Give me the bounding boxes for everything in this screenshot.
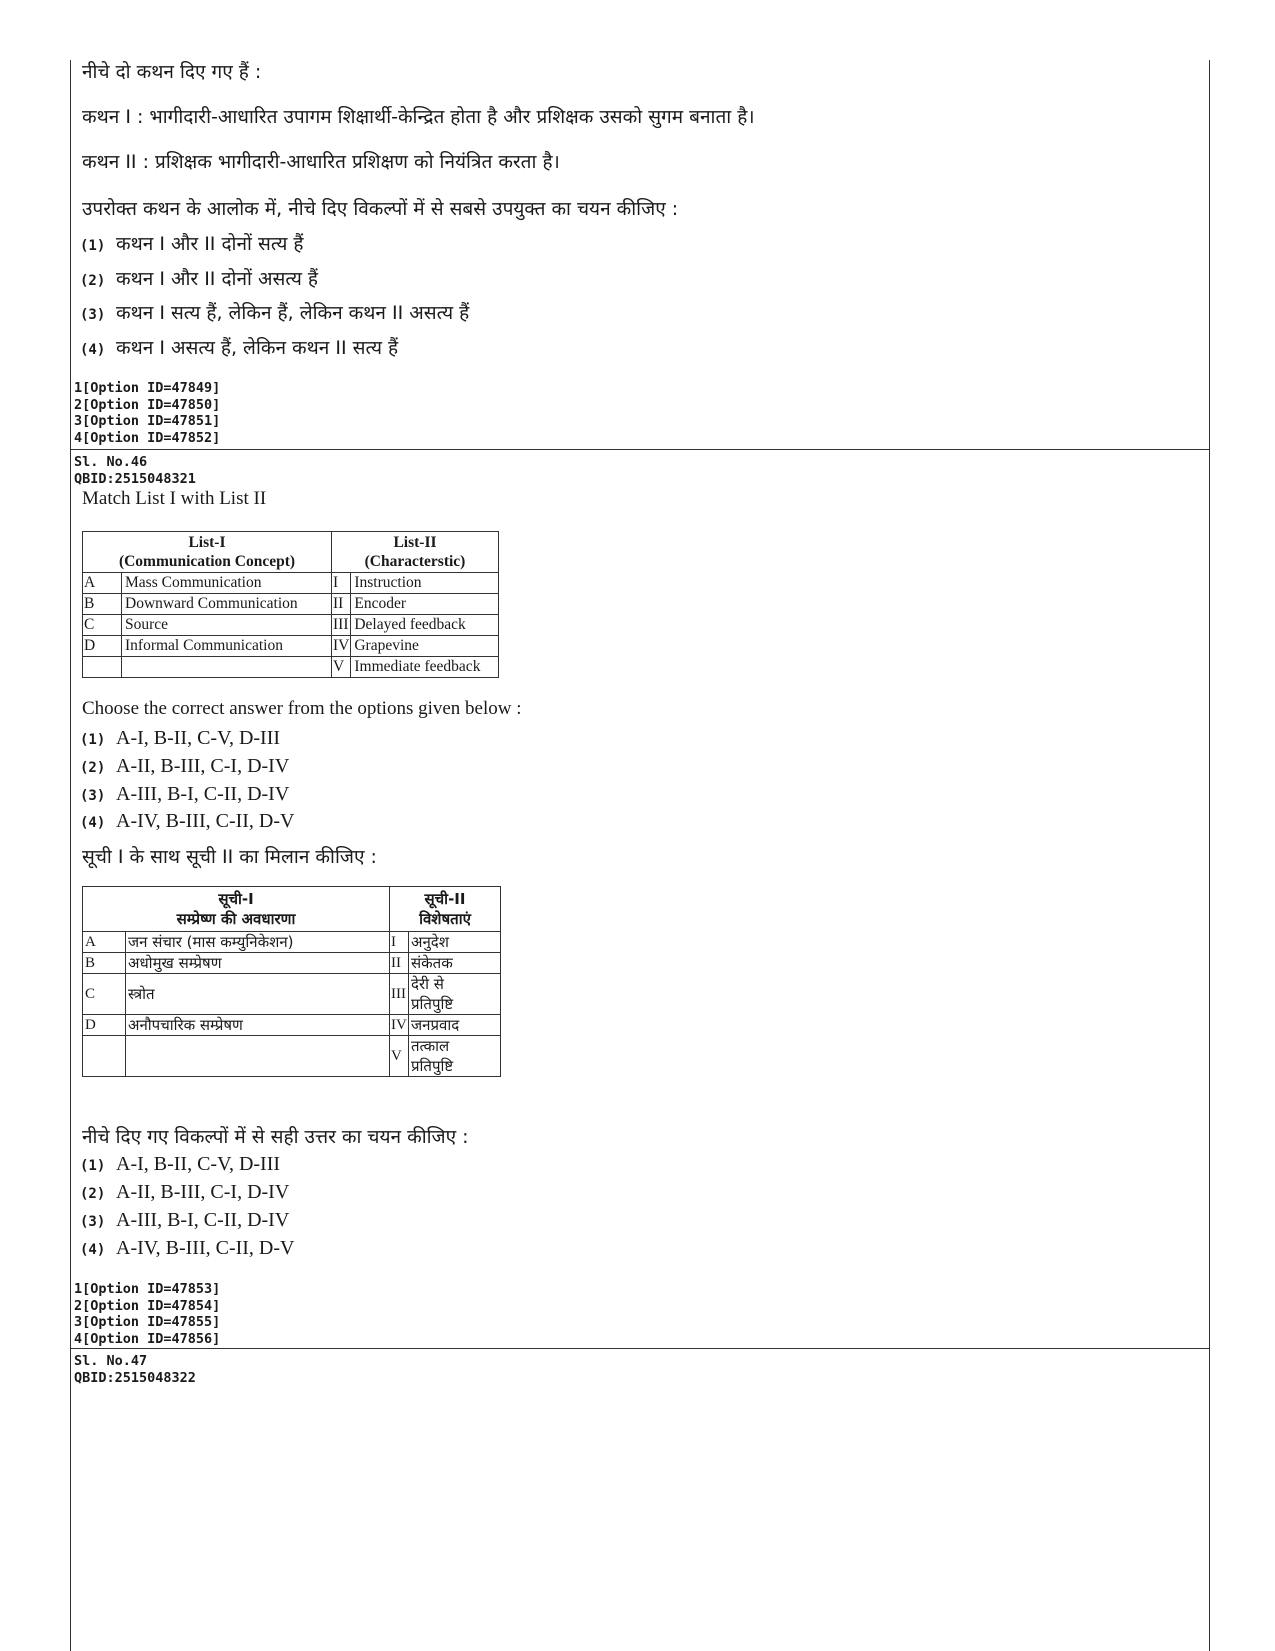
table-row bbox=[83, 1036, 501, 1077]
concept-cell: Downward Communication bbox=[122, 594, 332, 615]
option-id: 2[Option ID=47850] bbox=[74, 396, 221, 413]
list-1-header-hi bbox=[83, 887, 390, 932]
list-1-subtitle: (Communication Concept) bbox=[118, 553, 296, 570]
roman-cell: V bbox=[390, 1036, 409, 1077]
q46-option-hi-2[interactable] bbox=[80, 1181, 289, 1204]
row-code: A bbox=[83, 932, 126, 953]
q46-option-en-1[interactable] bbox=[80, 727, 280, 750]
option-number: (4) bbox=[80, 1242, 106, 1258]
characteristic-cell: Grapevine bbox=[351, 636, 499, 657]
row-code: B bbox=[83, 594, 122, 615]
option-text: कथन I असत्य हैं, लेकिन कथन II सत्य हैं bbox=[116, 337, 399, 359]
option-number: (4) bbox=[80, 342, 106, 358]
option-text: A-II, B-III, C-I, D-IV bbox=[116, 1181, 290, 1203]
q46-choose-en: Choose the correct answer from the options given below : bbox=[82, 698, 522, 719]
question-divider bbox=[70, 449, 1210, 450]
q46-header bbox=[74, 454, 196, 487]
characteristic-text: संकेतक bbox=[411, 954, 453, 972]
list-2-title-hi: सूची-II bbox=[424, 890, 466, 908]
concept-cell: Source bbox=[122, 615, 332, 636]
concept-cell bbox=[122, 657, 332, 678]
q45-option-ids bbox=[74, 380, 220, 446]
concept-cell: अनौपचारिक सम्प्रेषण bbox=[126, 1015, 390, 1036]
option-id: 4[Option ID=47856] bbox=[74, 1330, 221, 1347]
concept-cell: अधोमुख सम्प्रेषण bbox=[126, 953, 390, 974]
table-row bbox=[83, 953, 501, 974]
option-text: A-I, B-II, C-V, D-III bbox=[116, 1153, 281, 1175]
q46-match-table-hi bbox=[82, 886, 501, 1077]
option-text: कथन I और II दोनों असत्य हैं bbox=[116, 268, 318, 290]
option-number: (3) bbox=[80, 1214, 106, 1230]
option-text: A-I, B-II, C-V, D-III bbox=[116, 727, 281, 749]
concept-cell: स्त्रोत bbox=[126, 974, 390, 1015]
option-id: 3[Option ID=47851] bbox=[74, 413, 221, 429]
concept-cell: Mass Communication bbox=[122, 573, 332, 594]
list-1-title: List-I bbox=[188, 534, 226, 551]
table-row bbox=[83, 974, 501, 1015]
characteristic-cell bbox=[409, 953, 501, 974]
option-text: A-II, B-III, C-I, D-IV bbox=[116, 755, 290, 777]
table-row bbox=[83, 573, 499, 594]
table-row bbox=[83, 636, 499, 657]
characteristic-text: अनुदेश bbox=[411, 933, 449, 951]
roman-cell: V bbox=[332, 657, 351, 678]
q45-option-1[interactable] bbox=[80, 230, 303, 256]
option-number: (1) bbox=[80, 1158, 106, 1174]
serial-number: Sl. No.47 bbox=[74, 1353, 148, 1369]
question-divider bbox=[70, 1348, 1210, 1349]
option-number: (1) bbox=[80, 238, 106, 254]
concept-cell: जन संचार (मास कम्युनिकेशन) bbox=[126, 932, 390, 953]
roman-cell: IV bbox=[390, 1015, 409, 1036]
characteristic-cell: Instruction bbox=[351, 573, 499, 594]
concept-cell: Informal Communication bbox=[122, 636, 332, 657]
q46-option-en-2[interactable] bbox=[80, 755, 289, 778]
characteristic-cell bbox=[409, 1036, 501, 1077]
q45-statement-2: कथन II : प्रशिक्षक भागीदारी-आधारित प्रशिक्षण को नियंत्रित करता है। bbox=[82, 151, 560, 173]
characteristic-text: जनप्रवाद bbox=[411, 1016, 460, 1034]
option-id: 4[Option ID=47852] bbox=[74, 429, 221, 446]
row-code: D bbox=[83, 1015, 126, 1036]
option-text: A-III, B-I, C-II, D-IV bbox=[116, 783, 290, 805]
characteristic-cell bbox=[409, 932, 501, 953]
list-2-title: List-II bbox=[393, 534, 437, 551]
characteristic-cell bbox=[409, 1015, 501, 1036]
option-text: कथन I सत्य हैं, लेकिन हैं, लेकिन कथन II असत्य हैं bbox=[116, 302, 470, 324]
option-id: 3[Option ID=47855] bbox=[74, 1314, 221, 1330]
q45-intro: नीचे दो कथन दिए गए हैं : bbox=[82, 61, 262, 83]
option-number: (3) bbox=[80, 788, 106, 804]
table-row bbox=[83, 615, 499, 636]
row-code: D bbox=[83, 636, 122, 657]
q46-match-table-en bbox=[82, 531, 499, 678]
characteristic-cell: Encoder bbox=[351, 594, 499, 615]
q46-choose-hi: नीचे दिए गए विकल्पों में से सही उत्तर का चयन कीजिए : bbox=[82, 1126, 469, 1148]
list-1-subtitle-hi: सम्प्रेष्ण की अवधारणा bbox=[176, 910, 296, 928]
roman-cell: II bbox=[332, 594, 351, 615]
concept-cell bbox=[126, 1036, 390, 1077]
characteristic-cell: Delayed feedback bbox=[351, 615, 499, 636]
list-2-subtitle: (Characterstic) bbox=[364, 553, 466, 570]
option-number: (1) bbox=[80, 732, 106, 748]
roman-cell: III bbox=[332, 615, 351, 636]
q46-prompt-en: Match List I with List II bbox=[82, 488, 267, 509]
list-1-title-hi: सूची-I bbox=[218, 890, 254, 908]
q45-instruction: उपरोक्त कथन के आलोक में, नीचे दिए विकल्पों में से सबसे उपयुक्त का चयन कीजिए : bbox=[82, 198, 679, 220]
table-row bbox=[83, 1015, 501, 1036]
option-number: (2) bbox=[80, 273, 106, 289]
q46-option-hi-1[interactable] bbox=[80, 1153, 280, 1176]
characteristic-text: तत्काल bbox=[411, 1037, 450, 1055]
row-code: B bbox=[83, 953, 126, 974]
option-number: (4) bbox=[80, 815, 106, 831]
option-id: 2[Option ID=47854] bbox=[74, 1297, 221, 1314]
row-code: A bbox=[83, 573, 122, 594]
row-code bbox=[83, 657, 122, 678]
characteristic-text: प्रतिपुष्टि bbox=[411, 1057, 454, 1075]
characteristic-text: देरी से bbox=[411, 975, 444, 993]
q45-option-4[interactable] bbox=[80, 334, 398, 360]
row-code bbox=[83, 1036, 126, 1077]
option-number: (2) bbox=[80, 760, 106, 776]
option-text: A-III, B-I, C-II, D-IV bbox=[116, 1209, 290, 1231]
table-row bbox=[83, 932, 501, 953]
roman-cell: II bbox=[390, 953, 409, 974]
question-id: QBID:2515048321 bbox=[74, 470, 196, 487]
table-row bbox=[83, 657, 499, 678]
option-text: A-IV, B-III, C-II, D-V bbox=[116, 1237, 295, 1259]
q46-option-hi-4[interactable] bbox=[80, 1237, 294, 1260]
list-2-header bbox=[332, 532, 499, 573]
option-id: 1[Option ID=47849] bbox=[74, 380, 221, 396]
option-number: (2) bbox=[80, 1186, 106, 1202]
table-row bbox=[83, 594, 499, 615]
q45-option-2[interactable] bbox=[80, 265, 318, 291]
roman-cell: I bbox=[332, 573, 351, 594]
option-text: कथन I और II दोनों सत्य हैं bbox=[116, 233, 304, 255]
q46-option-en-3[interactable] bbox=[80, 783, 289, 806]
characteristic-text: प्रतिपुष्टि bbox=[411, 995, 454, 1013]
roman-cell: IV bbox=[332, 636, 351, 657]
q46-option-en-4[interactable] bbox=[80, 810, 294, 833]
characteristic-cell: Immediate feedback bbox=[351, 657, 499, 678]
q47-header bbox=[74, 1353, 196, 1386]
q46-option-hi-3[interactable] bbox=[80, 1209, 289, 1232]
roman-cell: I bbox=[390, 932, 409, 953]
roman-cell: III bbox=[390, 974, 409, 1015]
row-code: C bbox=[83, 615, 122, 636]
list-2-subtitle-hi: विशेषताएं bbox=[419, 910, 471, 928]
question-id: QBID:2515048322 bbox=[74, 1369, 196, 1386]
q46-prompt-hi: सूची I के साथ सूची II का मिलान कीजिए : bbox=[82, 846, 377, 868]
option-id: 1[Option ID=47853] bbox=[74, 1281, 221, 1297]
option-number: (3) bbox=[80, 307, 106, 323]
row-code: C bbox=[83, 974, 126, 1015]
q45-option-3[interactable] bbox=[80, 299, 469, 325]
q46-option-ids bbox=[74, 1281, 220, 1347]
list-2-header-hi bbox=[390, 887, 501, 932]
q45-statement-1: कथन I : भागीदारी-आधारित उपागम शिक्षार्थी-केन्द्रित होता है और प्रशिक्षक उसको सुगम बनाता है। bbox=[82, 106, 755, 128]
characteristic-cell bbox=[409, 974, 501, 1015]
option-text: A-IV, B-III, C-II, D-V bbox=[116, 810, 295, 832]
serial-number: Sl. No.46 bbox=[74, 454, 148, 470]
list-1-header bbox=[83, 532, 332, 573]
